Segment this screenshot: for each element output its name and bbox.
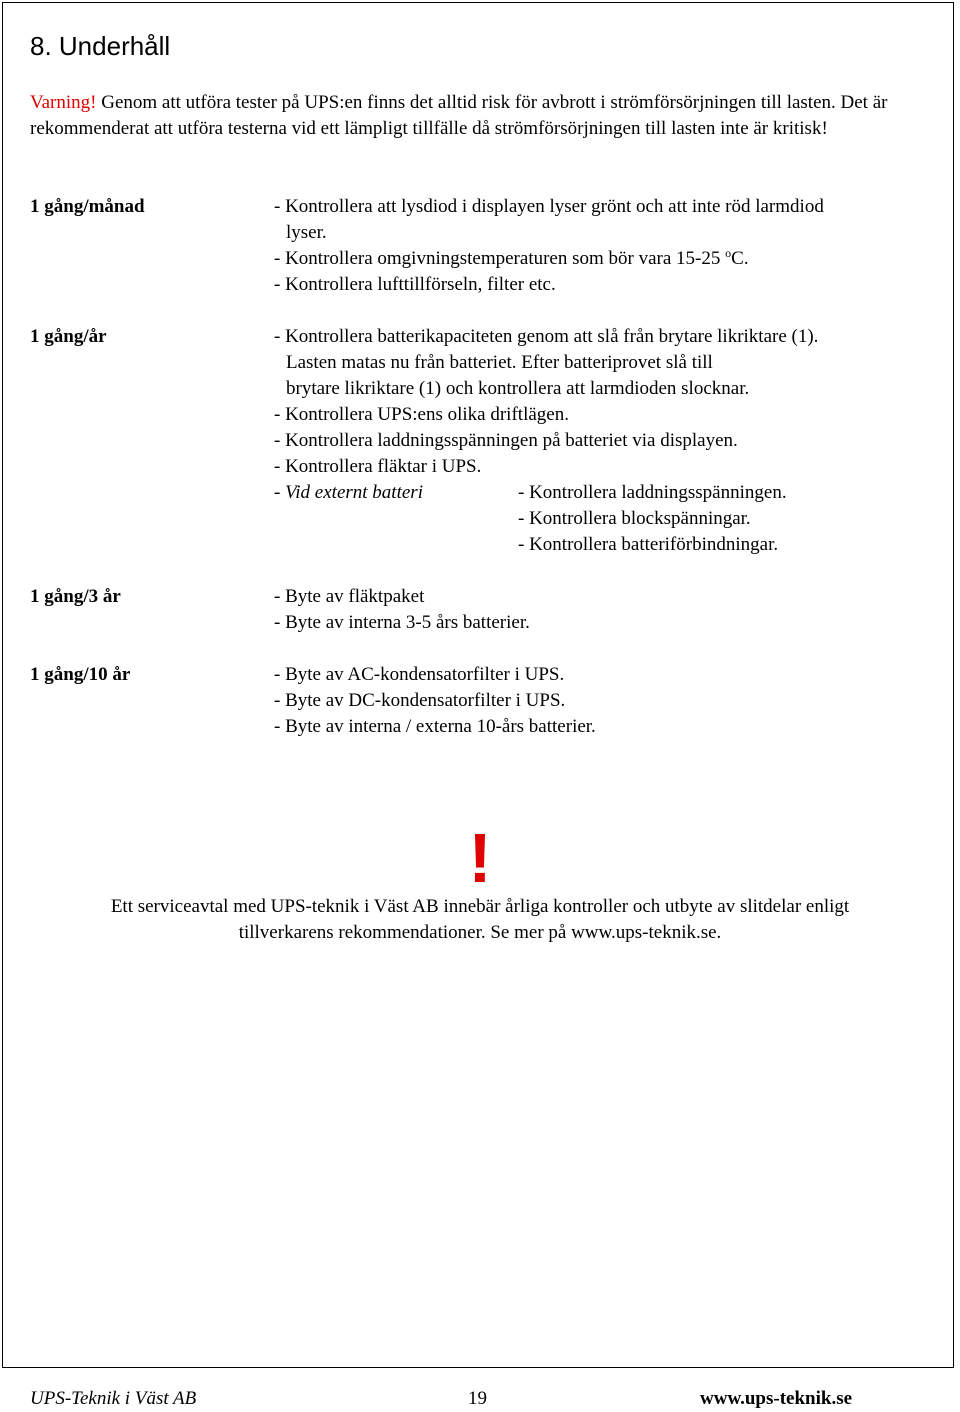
- ten-years-line-2: - Byte av DC-kondensatorfilter i UPS.: [274, 690, 566, 711]
- three-years-line-1: - Byte av fläktpaket: [274, 586, 425, 607]
- monthly-line-3-text: - Kontrollera omgivningstemperaturen som bör vara 15-25: [274, 248, 726, 269]
- yearly-line-2: Lasten matas nu från batteriet. Efter batteriprovet slå till: [286, 352, 713, 373]
- external-battery-text: Vid externt batteri: [285, 482, 423, 503]
- external-battery-line-1: - Kontrollera laddningsspänningen.: [518, 482, 787, 503]
- external-battery-line-2: - Kontrollera blockspänningar.: [518, 508, 751, 529]
- three-years-line-2: - Byte av interna 3-5 års batterier.: [274, 612, 530, 633]
- degree-sup: o: [725, 246, 732, 260]
- service-note-line-2: tillverkarens rekommendationer. Se mer på www.ups-teknik.se.: [238, 922, 722, 943]
- monthly-line-1: - Kontrollera att lysdiod i displayen lyser grönt och att inte röd larmdiod: [274, 196, 824, 217]
- footer-company: UPS-Teknik i Väst AB: [30, 1388, 197, 1409]
- external-battery-label: [274, 480, 423, 506]
- interval-label-monthly: 1 gång/månad: [30, 196, 145, 217]
- interval-label-10-years: 1 gång/10 år: [30, 664, 131, 685]
- yearly-line-1: - Kontrollera batterikapaciteten genom att slå från brytare likriktare (1).: [274, 326, 819, 347]
- exclamation-icon: !: [468, 819, 492, 897]
- monthly-line-2: lyser.: [286, 222, 327, 243]
- external-battery-line-3: - Kontrollera batteriförbindningar.: [518, 534, 779, 555]
- footer-url: www.ups-teknik.se: [700, 1388, 853, 1409]
- warning-paragraph: [30, 90, 930, 142]
- ten-years-line-3: - Byte av interna / externa 10-års batterier.: [274, 716, 596, 737]
- ten-years-line-1: - Byte av AC-kondensatorfilter i UPS.: [274, 664, 565, 685]
- warning-label: Varning!: [30, 92, 97, 113]
- interval-label-yearly: 1 gång/år: [30, 326, 107, 347]
- yearly-line-5: - Kontrollera laddningsspänningen på batteriet via displayen.: [274, 430, 738, 451]
- service-note-line-1: Ett serviceavtal med UPS-teknik i Väst AB innebär årliga kontroller och utbyte av slitdelar enligt: [110, 896, 850, 917]
- monthly-line-3-unit: C.: [731, 248, 749, 269]
- interval-label-3-years: 1 gång/3 år: [30, 586, 121, 607]
- yearly-line-3: brytare likriktare (1) och kontrollera att larmdioden slocknar.: [286, 378, 750, 399]
- yearly-line-6: - Kontrollera fläktar i UPS.: [274, 456, 482, 477]
- service-note: [30, 894, 930, 946]
- footer-page-number: 19: [468, 1388, 487, 1409]
- monthly-line-3: [274, 246, 749, 272]
- external-battery-dash: -: [274, 482, 286, 503]
- monthly-line-4: - Kontrollera lufttillförseln, filter etc.: [274, 274, 556, 295]
- page-title: 8. Underhåll: [30, 31, 171, 61]
- yearly-line-4: - Kontrollera UPS:ens olika driftlägen.: [274, 404, 569, 425]
- warning-text: Genom att utföra tester på UPS:en finns det alltid risk för avbrott i strömförsörjningen till lasten. Det är rekommenderat att utföra testerna vid ett lämpligt tillfälle då strömförsörjningen till lasten inte är kritisk!: [30, 92, 888, 139]
